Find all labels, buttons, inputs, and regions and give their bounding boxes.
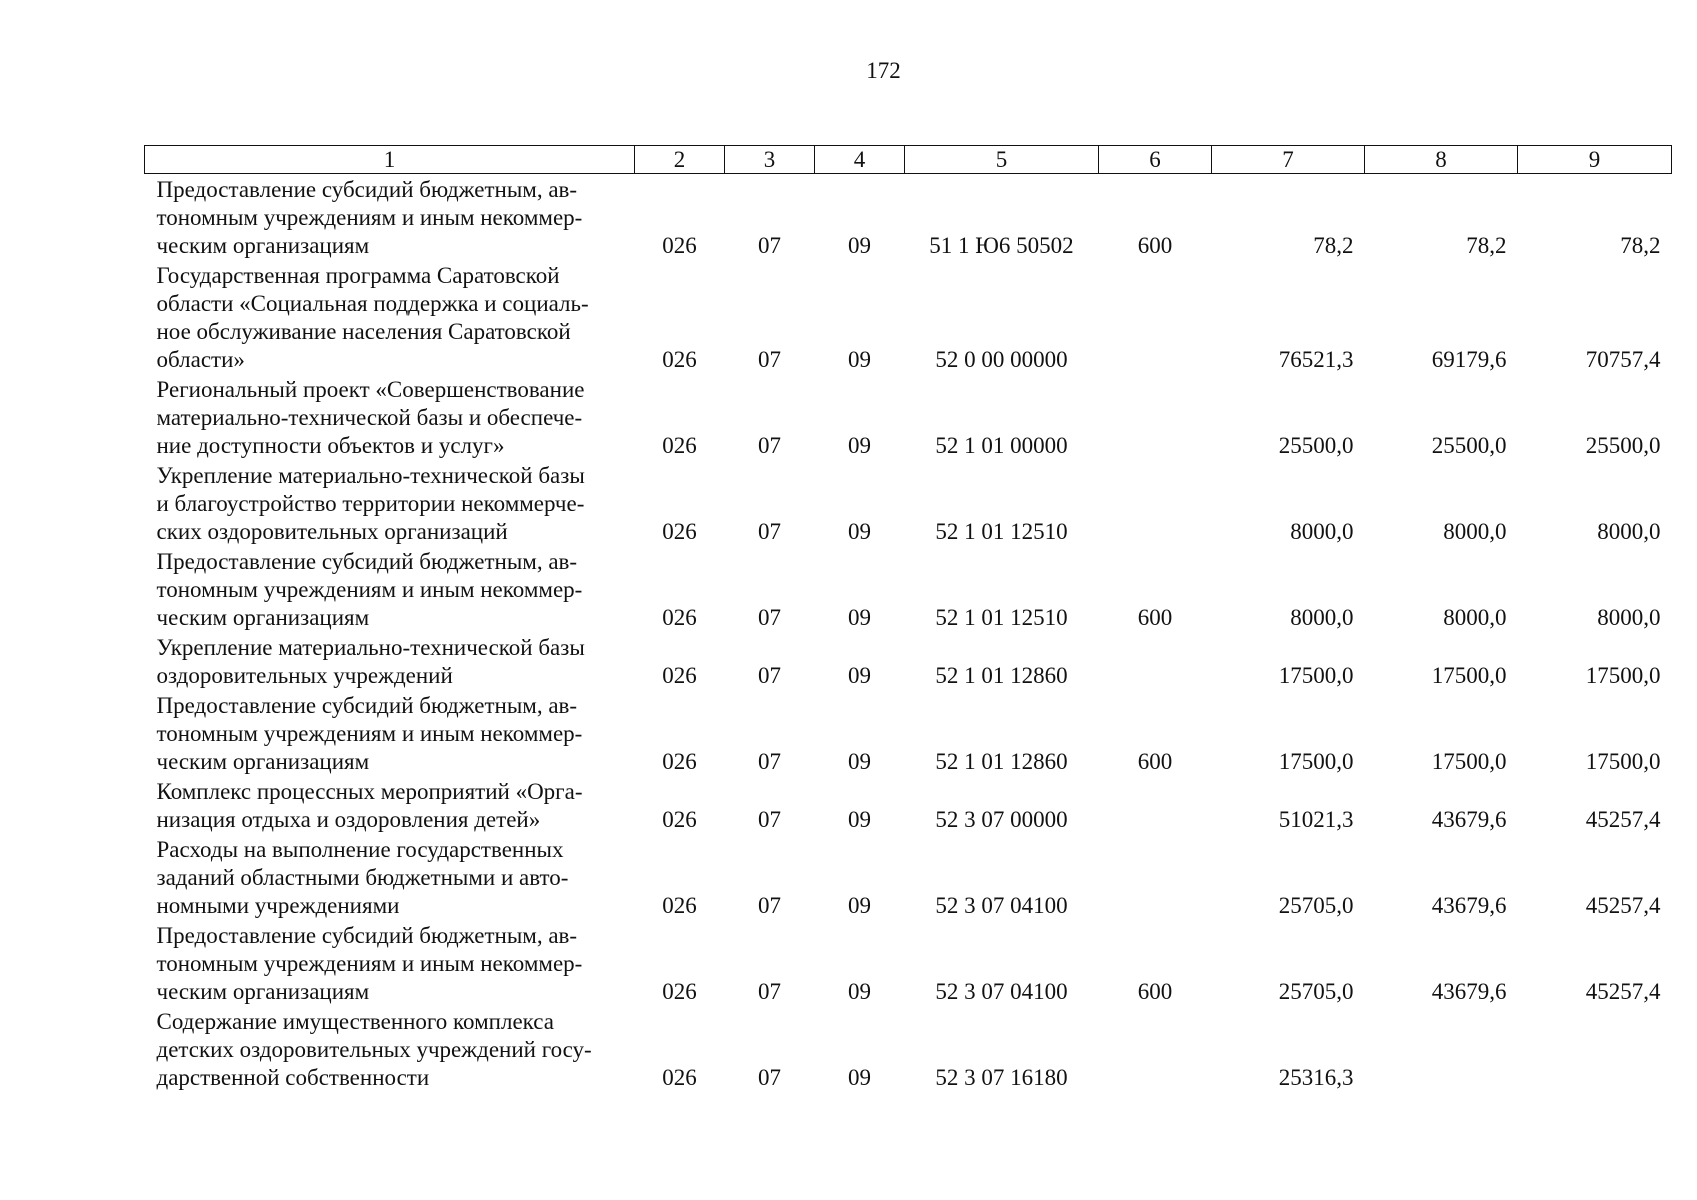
section-code-cell: 07 [758, 807, 781, 832]
description-line: ние доступности объектов и услуг» [156, 433, 505, 458]
description-cell [145, 920, 635, 1006]
description-cell [145, 776, 635, 834]
admin-code-cell: 026 [662, 347, 697, 372]
amount-year-2-cell: 43679,6 [1431, 807, 1507, 832]
description-line: ческим организациям [156, 979, 370, 1004]
amount-year-1-cell: 8000,0 [1290, 605, 1354, 630]
description-line: детских оздоровительных учреждений госу- [156, 1037, 592, 1062]
amount-year-2-cell: 8000,0 [1443, 605, 1507, 630]
description-line: дарственной собственности [156, 1065, 430, 1090]
amount-year-3-cell: 78,2 [1620, 233, 1661, 258]
description-line: и благоустройство территории некоммерче- [156, 491, 585, 516]
section-code-cell: 07 [758, 749, 781, 774]
description-line: оздоровительных учреждений [156, 663, 453, 688]
description-line: ческим организациям [156, 749, 370, 774]
table-row [145, 776, 1672, 834]
section-code-cell: 07 [758, 233, 781, 258]
description-cell [145, 174, 635, 261]
table-row [145, 546, 1672, 632]
description-line: низация отдыха и оздоровления детей» [156, 807, 541, 832]
admin-code-cell: 026 [662, 233, 697, 258]
admin-code-cell: 026 [662, 749, 697, 774]
amount-year-3-cell: 70757,4 [1585, 347, 1661, 372]
description-line: Расходы на выполнение государственных [156, 837, 564, 862]
column-header-3: 3 [725, 146, 815, 174]
description-line: ческим организациям [156, 605, 370, 630]
table-row [145, 374, 1672, 460]
column-header-5: 5 [905, 146, 1099, 174]
description-line: тономным учреждениям и иным некоммер- [156, 951, 583, 976]
expense-type-cell: 600 [1137, 605, 1173, 630]
amount-year-3-cell: 8000,0 [1597, 605, 1661, 630]
description-line: тономным учреждениям и иным некоммер- [156, 721, 583, 746]
amount-year-2-cell: 69179,6 [1431, 347, 1507, 372]
subsection-code-cell: 09 [848, 893, 871, 918]
table-row [145, 174, 1672, 261]
column-header-1: 1 [145, 146, 635, 174]
target-article-cell: 52 1 01 12510 [935, 519, 1068, 544]
description-line: тономным учреждениям и иным некоммер- [156, 577, 583, 602]
table-row [145, 690, 1672, 776]
description-line: Предоставление субсидий бюджетным, ав- [156, 923, 578, 948]
amount-year-1-cell: 76521,3 [1278, 347, 1354, 372]
expense-type-cell: 600 [1137, 749, 1173, 774]
amount-year-3-cell: 17500,0 [1585, 663, 1661, 688]
admin-code-cell: 026 [662, 433, 697, 458]
description-line: тономным учреждениям и иным некоммер- [156, 205, 583, 230]
amount-year-3-cell: 25500,0 [1585, 433, 1661, 458]
amount-year-2-cell [1365, 1006, 1518, 1092]
subsection-code-cell: 09 [848, 663, 871, 688]
description-line: Региональный проект «Совершенствование [156, 377, 585, 402]
section-code-cell: 07 [758, 893, 781, 918]
section-code-cell: 07 [758, 347, 781, 372]
description-line: Предоставление субсидий бюджетным, ав- [156, 549, 578, 574]
target-article-cell: 52 0 00 00000 [935, 347, 1068, 372]
section-code-cell: 07 [758, 1065, 781, 1090]
amount-year-3-cell: 45257,4 [1585, 807, 1661, 832]
description-cell [145, 460, 635, 546]
section-code-cell: 07 [758, 663, 781, 688]
amount-year-1-cell: 78,2 [1313, 233, 1354, 258]
description-line: Государственная программа Саратовской [156, 263, 560, 288]
subsection-code-cell: 09 [848, 807, 871, 832]
description-cell [145, 834, 635, 920]
description-line: Содержание имущественного комплекса [156, 1009, 554, 1034]
table-row [145, 460, 1672, 546]
description-line: заданий областными бюджетными и авто- [156, 865, 569, 890]
amount-year-1-cell: 25500,0 [1278, 433, 1354, 458]
budget-table [144, 145, 1672, 1092]
section-code-cell: 07 [758, 519, 781, 544]
expense-type-cell [1099, 776, 1212, 834]
target-article-cell: 52 3 07 00000 [935, 807, 1068, 832]
table-row [145, 260, 1672, 374]
target-article-cell: 52 1 01 00000 [935, 433, 1068, 458]
expense-type-cell [1099, 260, 1212, 374]
description-cell [145, 546, 635, 632]
amount-year-1-cell: 25705,0 [1278, 979, 1354, 1004]
description-line: Предоставление субсидий бюджетным, ав- [156, 693, 578, 718]
admin-code-cell: 026 [662, 893, 697, 918]
admin-code-cell: 026 [662, 979, 697, 1004]
description-line: Укрепление материально-технической базы [156, 635, 585, 660]
column-header-4: 4 [815, 146, 905, 174]
description-line: ских оздоровительных организаций [156, 519, 508, 544]
admin-code-cell: 026 [662, 605, 697, 630]
section-code-cell: 07 [758, 605, 781, 630]
column-header-6: 6 [1099, 146, 1212, 174]
description-cell [145, 1006, 635, 1092]
description-line: области «Социальная поддержка и социаль- [156, 291, 589, 316]
amount-year-3-cell: 17500,0 [1585, 749, 1661, 774]
description-cell [145, 374, 635, 460]
subsection-code-cell: 09 [848, 979, 871, 1004]
amount-year-3-cell: 8000,0 [1597, 519, 1661, 544]
description-cell [145, 260, 635, 374]
target-article-cell: 52 1 01 12860 [935, 663, 1068, 688]
subsection-code-cell: 09 [848, 519, 871, 544]
expense-type-cell [1099, 460, 1212, 546]
amount-year-1-cell: 25705,0 [1278, 893, 1354, 918]
expense-type-cell [1099, 632, 1212, 690]
subsection-code-cell: 09 [848, 749, 871, 774]
amount-year-2-cell: 43679,6 [1431, 893, 1507, 918]
amount-year-2-cell: 43679,6 [1431, 979, 1507, 1004]
description-line: области» [156, 347, 245, 372]
target-article-cell: 51 1 Ю6 50502 [929, 233, 1074, 258]
admin-code-cell: 026 [662, 807, 697, 832]
amount-year-1-cell: 25316,3 [1278, 1065, 1354, 1090]
target-article-cell: 52 3 07 04100 [935, 893, 1068, 918]
subsection-code-cell: 09 [848, 347, 871, 372]
amount-year-3-cell [1518, 1006, 1672, 1092]
expense-type-cell [1099, 1006, 1212, 1092]
amount-year-1-cell: 51021,3 [1278, 807, 1354, 832]
table-body [145, 174, 1672, 1093]
section-code-cell: 07 [758, 979, 781, 1004]
admin-code-cell: 026 [662, 663, 697, 688]
section-code-cell: 07 [758, 433, 781, 458]
expense-type-cell: 600 [1137, 979, 1173, 1004]
amount-year-3-cell: 45257,4 [1585, 979, 1661, 1004]
amount-year-1-cell: 8000,0 [1290, 519, 1354, 544]
column-header-2: 2 [635, 146, 725, 174]
subsection-code-cell: 09 [848, 1065, 871, 1090]
amount-year-2-cell: 17500,0 [1431, 663, 1507, 688]
page-number: 172 [866, 58, 901, 83]
amount-year-2-cell: 25500,0 [1431, 433, 1507, 458]
description-line: ное обслуживание населения Саратовской [156, 319, 571, 344]
table-row [145, 920, 1672, 1006]
description-line: Укрепление материально-технической базы [156, 463, 585, 488]
expense-type-cell [1099, 834, 1212, 920]
admin-code-cell: 026 [662, 519, 697, 544]
amount-year-2-cell: 8000,0 [1443, 519, 1507, 544]
description-line: материально-технической базы и обеспече- [156, 405, 583, 430]
description-line: Комплекс процессных мероприятий «Орга- [156, 779, 583, 804]
description-cell [145, 632, 635, 690]
column-header-7: 7 [1212, 146, 1365, 174]
amount-year-2-cell: 17500,0 [1431, 749, 1507, 774]
target-article-cell: 52 1 01 12510 [935, 605, 1068, 630]
subsection-code-cell: 09 [848, 605, 871, 630]
table-row [145, 1006, 1672, 1092]
description-line: Предоставление субсидий бюджетным, ав- [156, 177, 578, 202]
table-row [145, 632, 1672, 690]
subsection-code-cell: 09 [848, 433, 871, 458]
target-article-cell: 52 3 07 16180 [935, 1065, 1068, 1090]
target-article-cell: 52 1 01 12860 [935, 749, 1068, 774]
amount-year-1-cell: 17500,0 [1278, 749, 1354, 774]
column-header-8: 8 [1365, 146, 1518, 174]
admin-code-cell: 026 [662, 1065, 697, 1090]
table-row [145, 834, 1672, 920]
description-line: номными учреждениями [156, 893, 400, 918]
amount-year-3-cell: 45257,4 [1585, 893, 1661, 918]
expense-type-cell: 600 [1137, 233, 1173, 258]
description-cell [145, 690, 635, 776]
description-line: ческим организациям [156, 233, 370, 258]
target-article-cell: 52 3 07 04100 [935, 979, 1068, 1004]
column-number-row [145, 146, 1672, 174]
expense-type-cell [1099, 374, 1212, 460]
amount-year-2-cell: 78,2 [1466, 233, 1507, 258]
subsection-code-cell: 09 [848, 233, 871, 258]
column-header-9: 9 [1518, 146, 1672, 174]
amount-year-1-cell: 17500,0 [1278, 663, 1354, 688]
